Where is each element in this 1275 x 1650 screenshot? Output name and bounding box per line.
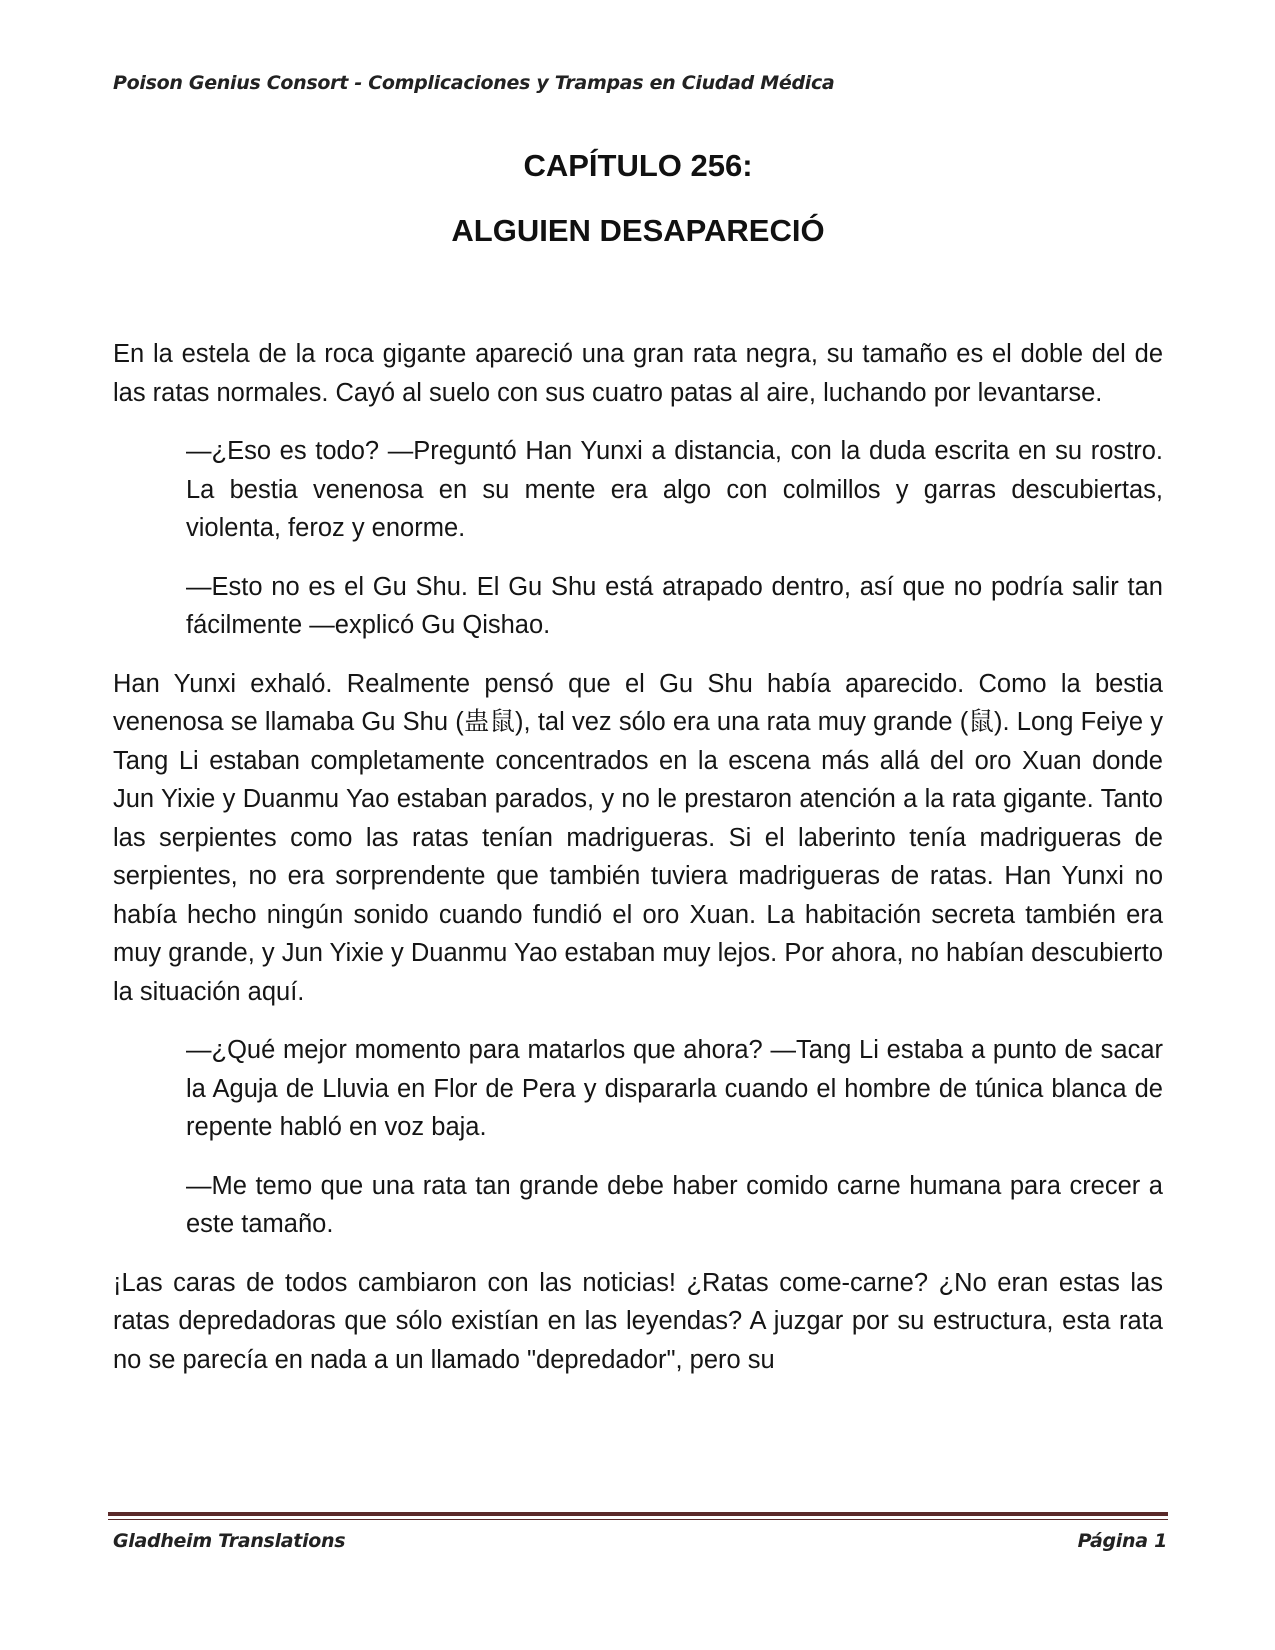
dialogue-paragraph: —¿Qué mejor momento para matarlos que ahora? —Tang Li estaba a punto de sacar la Aguja de Lluvia en Flor de Pera y dispararla cuando el hombre de túnica blanca de repente habló en voz baja. <box>186 1036 1163 1141</box>
dialogue-paragraph: —Me temo que una rata tan grande debe haber comido carne humana para crecer a este tamaño. <box>186 1171 1163 1238</box>
paragraph: En la estela de la roca gigante apareció una gran rata negra, su tamaño es el doble del de las ratas normales. Cayó al suelo con sus cuatro patas al aire, luchando por levantarse. <box>113 340 1163 407</box>
dialogue-paragraph: —¿Eso es todo? —Preguntó Han Yunxi a distancia, con la duda escrita en su rostro. La bestia venenosa en su mente era algo con colmillos y garras descubiertas, violenta, feroz y enorme. <box>186 437 1163 542</box>
footer-publisher: Gladheim Translations <box>113 1530 346 1552</box>
footer-divider <box>108 1512 1168 1516</box>
chapter-number: CAPÍTULO 256: <box>523 148 753 183</box>
dialogue-paragraph: —Esto no es el Gu Shu. El Gu Shu está atrapado dentro, así que no podría salir tan fácilmente —explicó Gu Qishao. <box>186 572 1163 639</box>
chapter-body <box>113 335 1163 1399</box>
chapter-title: ALGUIEN DESAPARECIÓ <box>451 213 825 248</box>
footer-divider-thin <box>108 1519 1168 1520</box>
paragraph: Han Yunxi exhaló. Realmente pensó que el Gu Shu había aparecido. Como la bestia venenosa se llamaba Gu Shu (蛊鼠), tal vez sólo era una rata muy grande (鼠). Long Feiye y Tang Li estaban completamente concentrados en la escena más allá del oro Xuan donde Jun Yixie y Duanmu Yao estaban parados, y no le prestaron atención a la rata gigante. Tanto las serpientes como las ratas tenían madrigueras. Si el laberinto tenía madrigueras de serpientes, no era sorprendente que también tuviera madrigueras de ratas. Han Yunxi no había hecho ningún sonido cuando fundió el oro Xuan. La habitación secreta también era muy grande, y Jun Yixie y Duanmu Yao estaban muy lejos. Por ahora, no habían descubierto la situación aquí. <box>113 669 1163 1006</box>
footer-page-number: Página 1 <box>1077 1530 1167 1552</box>
paragraph: ¡Las caras de todos cambiaron con las noticias! ¿Ratas come-carne? ¿No eran estas las ratas depredadoras que sólo existían en las leyendas? A juzgar por su estructura, esta rata no se parecía en nada a un llamado "depredador", pero su <box>113 1268 1163 1374</box>
running-header: Poison Genius Consort - Complicaciones y Trampas en Ciudad Médica <box>113 72 835 94</box>
